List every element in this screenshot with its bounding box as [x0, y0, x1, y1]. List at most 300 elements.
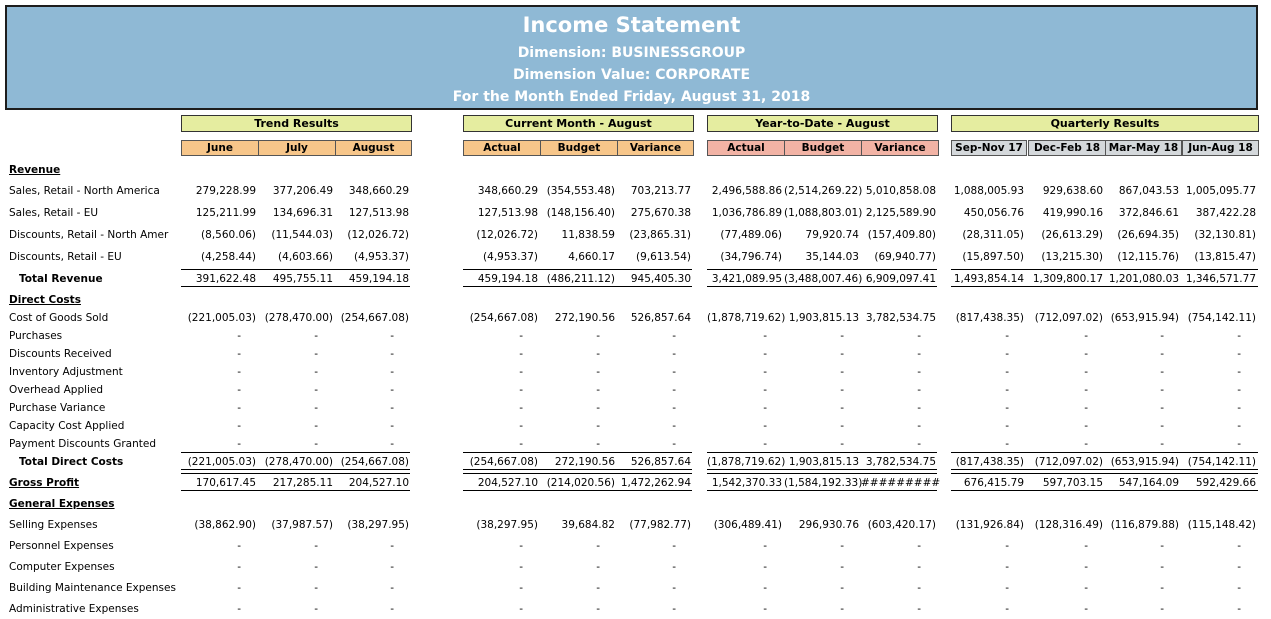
cell-value: -	[763, 582, 767, 594]
cell-value: -	[840, 366, 844, 378]
cell-value: -	[1160, 330, 1164, 342]
cell-value: -	[1005, 384, 1009, 396]
cell-value: 170,617.45	[195, 477, 256, 489]
cell-value: 1,903,815.13	[788, 312, 859, 324]
cell-value: -	[1084, 420, 1088, 432]
cell-value: 1,903,815.13	[788, 456, 859, 468]
subtotal-rule	[951, 269, 1258, 270]
cell-value: -	[840, 420, 844, 432]
cell-value: (1,088,803.01)	[784, 207, 863, 219]
cell-value: -	[314, 348, 318, 360]
report-period: For the Month Ended Friday, August 31, 2018	[452, 89, 811, 105]
cell-value: -	[1160, 582, 1164, 594]
row-label: Sales, Retail - North America	[9, 185, 160, 197]
cell-value: -	[519, 366, 523, 378]
cell-value: -	[672, 420, 676, 432]
cell-value: -	[1005, 402, 1009, 414]
cell-value: -	[1237, 561, 1241, 573]
cell-value: (254,667.08)	[469, 312, 538, 324]
cell-value: (2,514,269.22)	[784, 185, 863, 197]
cell-value: 450,056.76	[963, 207, 1024, 219]
cell-value: -	[237, 438, 241, 450]
row-label: Inventory Adjustment	[9, 366, 123, 378]
group-header-quarterly-results: Quarterly Results	[951, 115, 1259, 132]
cell-value: -	[672, 540, 676, 552]
row-label: Purchase Variance	[9, 402, 106, 414]
cell-value: 127,513.98	[477, 207, 538, 219]
cell-value: -	[917, 348, 921, 360]
total-underline	[951, 490, 1258, 491]
cell-value: -	[314, 438, 318, 450]
row-label: Administrative Expenses	[9, 603, 139, 615]
cell-value: -	[1084, 540, 1088, 552]
cell-value: -	[1084, 366, 1088, 378]
cell-value: (1,878,719.62)	[707, 312, 786, 324]
cell-value: -	[596, 384, 600, 396]
cell-value: 387,422.28	[1195, 207, 1256, 219]
cell-value: -	[1005, 582, 1009, 594]
cell-value: (148,156.40)	[546, 207, 615, 219]
report-dimension-value: Dimension Value: CORPORATE	[512, 67, 751, 83]
row-label: Revenue	[9, 164, 61, 176]
cell-value: -	[519, 540, 523, 552]
cell-value: 526,857.64	[630, 456, 691, 468]
cell-value: 1,346,571.77	[1185, 273, 1256, 285]
cell-value: -	[672, 348, 676, 360]
cell-value: (12,115.76)	[1117, 251, 1179, 263]
column-header: Actual	[463, 140, 541, 156]
subtotal-rule	[951, 452, 1258, 453]
cell-value: (653,915.94)	[1110, 312, 1179, 324]
cell-value: -	[314, 420, 318, 432]
cell-value: -	[390, 402, 394, 414]
cell-value: -	[237, 540, 241, 552]
cell-value: -	[1005, 348, 1009, 360]
cell-value: 1,036,786.89	[711, 207, 782, 219]
cell-value: 676,415.79	[963, 477, 1024, 489]
cell-value: -	[672, 384, 676, 396]
cell-value: 495,755.11	[272, 273, 333, 285]
cell-value: 6,909,097.41	[865, 273, 936, 285]
cell-value: 419,990.16	[1042, 207, 1103, 219]
cell-value: (1,584,192.33)	[784, 477, 863, 489]
cell-value: -	[763, 438, 767, 450]
cell-value: 79,920.74	[805, 229, 859, 241]
group-header-year-to-date: Year-to-Date - August	[707, 115, 938, 132]
cell-value: -	[1160, 603, 1164, 615]
cell-value: -	[237, 561, 241, 573]
cell-value: 348,660.29	[348, 185, 409, 197]
row-label: Personnel Expenses	[9, 540, 114, 552]
cell-value: (77,489.06)	[720, 229, 782, 241]
row-label: Gross Profit	[9, 477, 80, 489]
cell-value: -	[1005, 540, 1009, 552]
cell-value: (32,130.81)	[1194, 229, 1256, 241]
cell-value: (254,667.08)	[469, 456, 538, 468]
cell-value: -	[1160, 420, 1164, 432]
subtotal-rule	[181, 269, 410, 270]
cell-value: -	[840, 603, 844, 615]
column-header: Dec-Feb 18	[1028, 140, 1106, 156]
cell-value: -	[314, 603, 318, 615]
cell-value: -	[763, 384, 767, 396]
cell-value: -	[672, 402, 676, 414]
cell-value: -	[390, 561, 394, 573]
cell-value: 4,660.17	[568, 251, 615, 263]
cell-value: (157,409.80)	[867, 229, 936, 241]
cell-value: 217,285.11	[272, 477, 333, 489]
cell-value: -	[519, 603, 523, 615]
cell-value: -	[917, 420, 921, 432]
cell-value: (653,915.94)	[1110, 456, 1179, 468]
row-label: Direct Costs	[9, 294, 81, 306]
cell-value: 391,622.48	[195, 273, 256, 285]
total-underline	[707, 286, 937, 287]
cell-value: -	[1084, 582, 1088, 594]
cell-value: 1,201,080.03	[1108, 273, 1179, 285]
cell-value: (26,613.29)	[1041, 229, 1103, 241]
cell-value: -	[314, 366, 318, 378]
cell-value: -	[596, 420, 600, 432]
column-header: Variance	[861, 140, 939, 156]
cell-value: -	[917, 561, 921, 573]
cell-value: (214,020.56)	[546, 477, 615, 489]
report-header-banner	[5, 5, 1258, 110]
cell-value: 204,527.10	[477, 477, 538, 489]
cell-value: -	[596, 540, 600, 552]
cell-value: -	[1005, 438, 1009, 450]
cell-value: 597,703.15	[1042, 477, 1103, 489]
cell-value: -	[314, 402, 318, 414]
cell-value: -	[840, 384, 844, 396]
cell-value: (817,438.35)	[955, 456, 1024, 468]
cell-value: 3,782,534.75	[865, 312, 936, 324]
cell-value: -	[840, 348, 844, 360]
cell-value: (77,982.77)	[629, 519, 691, 531]
cell-value: 3,421,089.95	[711, 273, 782, 285]
cell-value: -	[1237, 366, 1241, 378]
report-dimension: Dimension: BUSINESSGROUP	[517, 45, 746, 61]
cell-value: (12,026.72)	[476, 229, 538, 241]
cell-value: -	[763, 603, 767, 615]
cell-value: (12,026.72)	[347, 229, 409, 241]
cell-value: (3,488,007.46)	[784, 273, 863, 285]
cell-value: -	[1005, 561, 1009, 573]
cell-value: -	[314, 561, 318, 573]
cell-value: -	[390, 603, 394, 615]
cell-value: 127,513.98	[348, 207, 409, 219]
cell-value: -	[763, 420, 767, 432]
cell-value: (38,297.95)	[347, 519, 409, 531]
cell-value: -	[1084, 561, 1088, 573]
cell-value: (817,438.35)	[955, 312, 1024, 324]
cell-value: (8,560.06)	[201, 229, 256, 241]
report-title: Income Statement	[522, 13, 741, 37]
cell-value: (221,005.03)	[187, 312, 256, 324]
subtotal-rule	[463, 452, 692, 453]
cell-value: -	[840, 330, 844, 342]
cell-value: -	[519, 330, 523, 342]
cell-value: -	[390, 330, 394, 342]
cell-value: (221,005.03)	[187, 456, 256, 468]
cell-value: (28,311.05)	[962, 229, 1024, 241]
cell-value: (4,953.37)	[354, 251, 409, 263]
cell-value: -	[1084, 348, 1088, 360]
subtotal-rule	[181, 473, 410, 474]
cell-value: -	[519, 348, 523, 360]
column-header: Mar-May 18	[1105, 140, 1182, 156]
cell-value: (115,148.42)	[1187, 519, 1256, 531]
cell-value: -	[596, 603, 600, 615]
subtotal-rule	[951, 473, 1258, 474]
cell-value: -	[596, 402, 600, 414]
cell-value: 125,211.99	[195, 207, 256, 219]
cell-value: -	[1160, 384, 1164, 396]
group-header-current-month: Current Month - August	[463, 115, 694, 132]
cell-value: (278,470.00)	[264, 456, 333, 468]
total-underline	[181, 469, 410, 470]
cell-value: (69,940.77)	[874, 251, 936, 263]
subtotal-rule	[707, 473, 937, 474]
cell-value: (23,865.31)	[629, 229, 691, 241]
cell-value: -	[917, 402, 921, 414]
cell-value: -	[840, 402, 844, 414]
cell-value: -	[314, 582, 318, 594]
subtotal-rule	[463, 473, 692, 474]
total-underline	[463, 469, 692, 470]
cell-value: -	[1084, 438, 1088, 450]
cell-value: 348,660.29	[477, 185, 538, 197]
cell-value: 1,542,370.33	[711, 477, 782, 489]
cell-value: -	[840, 540, 844, 552]
cell-value: -	[763, 366, 767, 378]
cell-value: -	[672, 366, 676, 378]
cell-value: -	[390, 582, 394, 594]
cell-value: 945,405.30	[630, 273, 691, 285]
cell-value: (603,420.17)	[867, 519, 936, 531]
cell-value: -	[1084, 330, 1088, 342]
cell-value: -	[390, 384, 394, 396]
total-underline	[951, 286, 1258, 287]
cell-value: -	[763, 540, 767, 552]
cell-value: 2,125,589.90	[865, 207, 936, 219]
cell-value: -	[672, 330, 676, 342]
cell-value: -	[519, 420, 523, 432]
cell-value: -	[1237, 402, 1241, 414]
cell-value: 296,930.76	[798, 519, 859, 531]
total-underline	[463, 286, 692, 287]
cell-value: (37,987.57)	[271, 519, 333, 531]
cell-value: -	[1084, 384, 1088, 396]
cell-value: #########	[861, 477, 941, 489]
cell-value: (131,926.84)	[955, 519, 1024, 531]
total-underline	[463, 490, 692, 491]
cell-value: -	[763, 348, 767, 360]
cell-value: 275,670.38	[630, 207, 691, 219]
cell-value: (4,603.66)	[278, 251, 333, 263]
cell-value: -	[1160, 402, 1164, 414]
column-header: Actual	[707, 140, 785, 156]
cell-value: -	[917, 384, 921, 396]
cell-value: -	[1237, 330, 1241, 342]
column-header: August	[335, 140, 412, 156]
cell-value: 377,206.49	[272, 185, 333, 197]
cell-value: 372,846.61	[1118, 207, 1179, 219]
cell-value: 35,144.03	[805, 251, 859, 263]
cell-value: 547,164.09	[1118, 477, 1179, 489]
cell-value: -	[390, 366, 394, 378]
cell-value: 272,190.56	[554, 456, 615, 468]
cell-value: -	[237, 420, 241, 432]
cell-value: -	[1237, 420, 1241, 432]
cell-value: 1,088,005.93	[953, 185, 1024, 197]
cell-value: (254,667.08)	[340, 312, 409, 324]
cell-value: -	[596, 438, 600, 450]
subtotal-rule	[463, 269, 692, 270]
cell-value: -	[763, 561, 767, 573]
cell-value: (26,694.35)	[1117, 229, 1179, 241]
column-header: Budget	[540, 140, 618, 156]
cell-value: -	[763, 330, 767, 342]
cell-value: -	[672, 561, 676, 573]
cell-value: -	[390, 348, 394, 360]
cell-value: -	[1160, 438, 1164, 450]
total-underline	[707, 490, 937, 491]
column-header: Sep-Nov 17	[951, 140, 1027, 156]
cell-value: -	[1237, 540, 1241, 552]
cell-value: 1,472,262.94	[620, 477, 691, 489]
total-underline	[707, 469, 937, 470]
row-label: Discounts, Retail - North Amer	[9, 229, 169, 241]
cell-value: -	[763, 402, 767, 414]
column-header: Jun-Aug 18	[1182, 140, 1259, 156]
row-label: Building Maintenance Expenses	[9, 582, 176, 594]
row-label: Discounts Received	[9, 348, 112, 360]
cell-value: -	[840, 438, 844, 450]
cell-value: 592,429.66	[1195, 477, 1256, 489]
cell-value: 459,194.18	[348, 273, 409, 285]
cell-value: 1,005,095.77	[1185, 185, 1256, 197]
column-header: June	[181, 140, 259, 156]
cell-value: 134,696.31	[272, 207, 333, 219]
cell-value: -	[519, 561, 523, 573]
row-label: Total Direct Costs	[19, 456, 124, 468]
cell-value: -	[1160, 348, 1164, 360]
cell-value: (4,258.44)	[201, 251, 256, 263]
group-header-trend-results: Trend Results	[181, 115, 412, 132]
cell-value: -	[314, 540, 318, 552]
cell-value: 1,493,854.14	[953, 273, 1024, 285]
cell-value: -	[840, 561, 844, 573]
row-label: General Expenses	[9, 498, 115, 510]
cell-value: (354,553.48)	[546, 185, 615, 197]
cell-value: 526,857.64	[630, 312, 691, 324]
cell-value: -	[917, 438, 921, 450]
subtotal-rule	[181, 452, 410, 453]
cell-value: -	[917, 366, 921, 378]
cell-value: (254,667.08)	[340, 456, 409, 468]
cell-value: (116,879.88)	[1110, 519, 1179, 531]
row-label: Payment Discounts Granted	[9, 438, 156, 450]
column-header: Variance	[617, 140, 694, 156]
cell-value: (128,316.49)	[1034, 519, 1103, 531]
row-label: Overhead Applied	[9, 384, 104, 396]
cell-value: (754,142.11)	[1187, 456, 1256, 468]
cell-value: -	[237, 366, 241, 378]
cell-value: 3,782,534.75	[865, 456, 936, 468]
total-underline	[181, 490, 410, 491]
cell-value: -	[237, 582, 241, 594]
cell-value: -	[917, 582, 921, 594]
cell-value: 39,684.82	[561, 519, 615, 531]
cell-value: (1,878,719.62)	[707, 456, 786, 468]
cell-value: (13,215.30)	[1041, 251, 1103, 263]
row-label: Computer Expenses	[9, 561, 115, 573]
cell-value: (13,815.47)	[1194, 251, 1256, 263]
cell-value: -	[1237, 582, 1241, 594]
subtotal-rule	[707, 269, 937, 270]
cell-value: -	[314, 384, 318, 396]
cell-value: (278,470.00)	[264, 312, 333, 324]
cell-value: 929,638.60	[1042, 185, 1103, 197]
cell-value: 11,838.59	[561, 229, 615, 241]
row-label: Cost of Goods Sold	[9, 312, 109, 324]
cell-value: -	[390, 438, 394, 450]
cell-value: -	[237, 348, 241, 360]
cell-value: (4,953.37)	[483, 251, 538, 263]
cell-value: -	[1005, 603, 1009, 615]
cell-value: -	[314, 330, 318, 342]
cell-value: -	[596, 366, 600, 378]
cell-value: 459,194.18	[477, 273, 538, 285]
cell-value: (306,489.41)	[713, 519, 782, 531]
cell-value: -	[1005, 330, 1009, 342]
cell-value: -	[1237, 384, 1241, 396]
cell-value: -	[1237, 438, 1241, 450]
cell-value: -	[1084, 603, 1088, 615]
cell-value: 272,190.56	[554, 312, 615, 324]
row-label: Purchases	[9, 330, 63, 342]
cell-value: -	[917, 330, 921, 342]
cell-value: -	[237, 330, 241, 342]
cell-value: (754,142.11)	[1187, 312, 1256, 324]
cell-value: -	[1160, 540, 1164, 552]
cell-value: -	[519, 384, 523, 396]
cell-value: -	[1005, 420, 1009, 432]
cell-value: -	[390, 540, 394, 552]
total-underline	[181, 286, 410, 287]
cell-value: (38,862.90)	[194, 519, 256, 531]
cell-value: -	[1005, 366, 1009, 378]
row-label: Sales, Retail - EU	[9, 207, 99, 219]
cell-value: -	[596, 348, 600, 360]
column-header: Budget	[784, 140, 862, 156]
row-label: Discounts, Retail - EU	[9, 251, 122, 263]
cell-value: (712,097.02)	[1034, 456, 1103, 468]
cell-value: -	[672, 438, 676, 450]
total-underline	[951, 469, 1258, 470]
cell-value: -	[519, 438, 523, 450]
cell-value: -	[917, 540, 921, 552]
cell-value: -	[1237, 348, 1241, 360]
row-label: Total Revenue	[19, 273, 103, 285]
cell-value: (486,211.12)	[546, 273, 615, 285]
cell-value: -	[390, 420, 394, 432]
cell-value: (712,097.02)	[1034, 312, 1103, 324]
cell-value: (34,796.74)	[720, 251, 782, 263]
cell-value: (11,544.03)	[271, 229, 333, 241]
subtotal-rule	[707, 452, 937, 453]
